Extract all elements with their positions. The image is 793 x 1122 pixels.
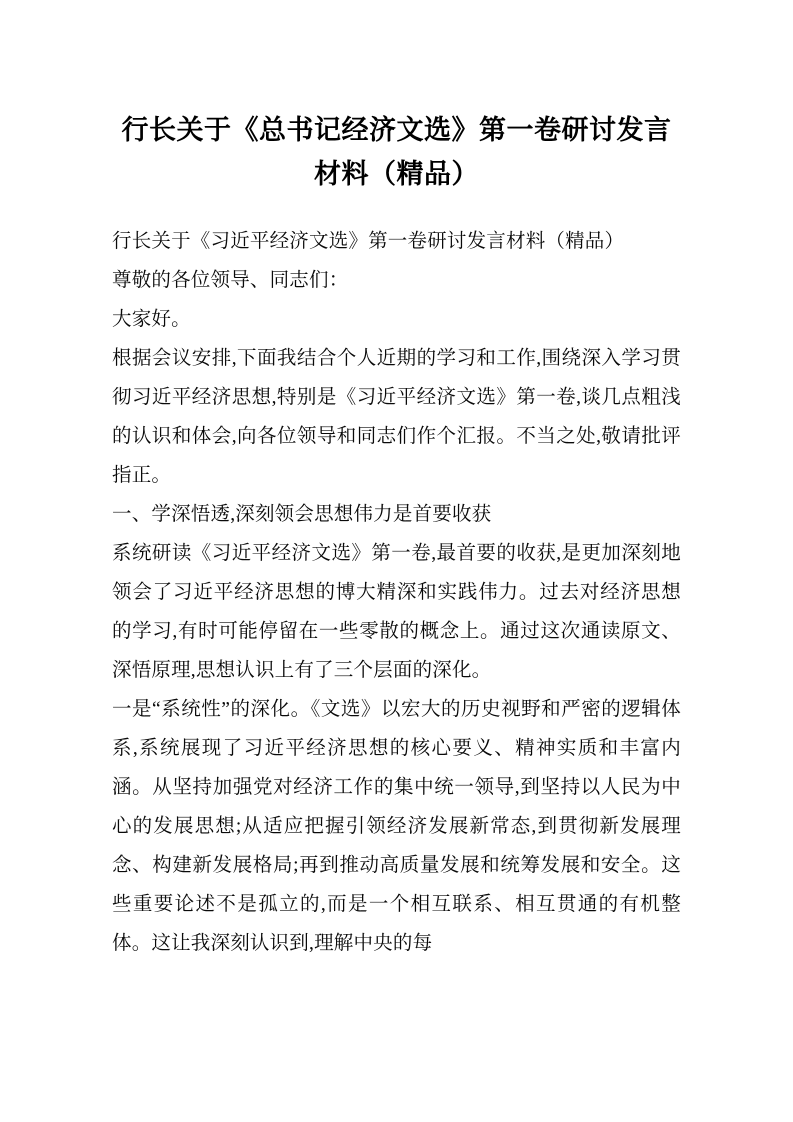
paragraph: 行长关于《习近平经济文选》第一卷研讨发言材料（精品）: [112, 231, 625, 252]
page-title: 行长关于《总书记经济文选》第一卷研讨发言材料（精品）: [121, 115, 672, 189]
paragraph: 大家好。: [112, 309, 191, 330]
paragraph: 一是“系统性”的深化。《文选》以宏大的历史视野和严密的逻辑体系,系统展现了习近平经济思想的核心要义、精神实质和丰富内涵。从坚持加强党对经济工作的集中统一领导,到坚持以人民为中心的发展思想;从适应把握引领经济发展新常态,到贯彻新发展理念、构建新发展格局;再到推动高质量发展和统筹发展和安全。这些重要论述不是孤立的,而是一个相互联系、相互贯通的有机整体。这让我深刻认识到,理解中央的每: [112, 699, 681, 954]
document-body: [112, 222, 681, 963]
paragraph: 尊敬的各位领导、同志们：: [112, 270, 349, 291]
paragraph: 根据会议安排,下面我结合个人近期的学习和工作,围绕深入学习贯彻习近平经济思想,特别是《习近平经济文选》第一卷,谈几点粗浅的认识和体会,向各位领导和同志们作个汇报。不当之处,敬请批评指正。: [112, 348, 681, 486]
paragraph: 系统研读《习近平经济文选》第一卷,最首要的收获,是更加深刻地领会了习近平经济思想的博大精深和实践伟力。过去对经济思想的学习,有时可能停留在一些零散的概念上。通过这次通读原文、深悟原理,思想认识上有了三个层面的深化。: [112, 543, 681, 681]
section-heading: 一、学深悟透,深刻领会思想伟力是首要收获: [112, 504, 492, 525]
